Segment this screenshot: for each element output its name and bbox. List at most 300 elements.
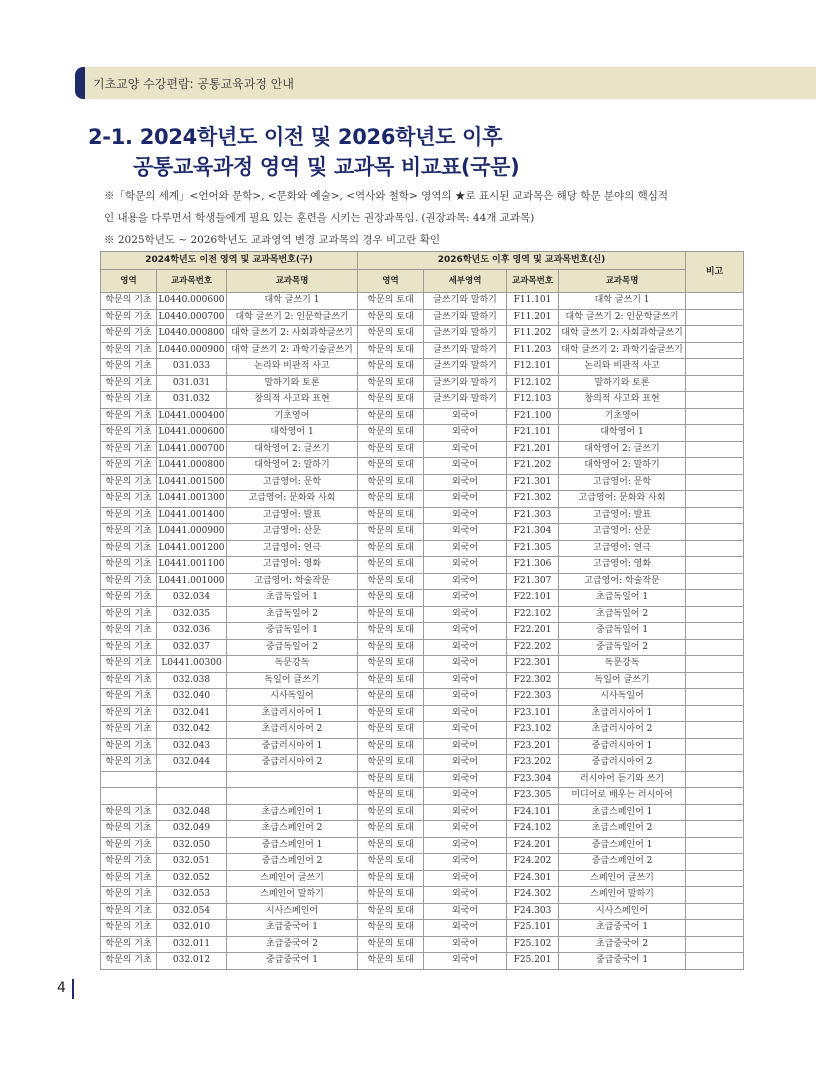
table-cell: 학문의 기초 xyxy=(101,689,157,706)
table-row xyxy=(101,903,744,920)
table-cell: F23.305 xyxy=(507,788,559,805)
note-cell xyxy=(686,936,744,953)
table-cell: 학문의 기초 xyxy=(101,359,157,376)
table-cell: 학문의 토대 xyxy=(358,425,424,442)
table-cell: 고급영어: 산문 xyxy=(227,524,358,541)
table-cell: F22.302 xyxy=(507,672,559,689)
table-cell: F21.304 xyxy=(507,524,559,541)
table-cell: 학문의 기초 xyxy=(101,293,157,310)
table-cell: 외국어 xyxy=(424,870,507,887)
table-cell: 중급러시아어 2 xyxy=(227,755,358,772)
table-cell: 학문의 기초 xyxy=(101,375,157,392)
table-cell: 학문의 토대 xyxy=(358,590,424,607)
table-cell: 학문의 기초 xyxy=(101,474,157,491)
col-header-new-code: 교과목번호 xyxy=(507,270,559,293)
table-cell: 학문의 토대 xyxy=(358,771,424,788)
table-cell: 외국어 xyxy=(424,738,507,755)
col-header-new-name: 교과목명 xyxy=(559,270,686,293)
table-cell: 고급영어: 연극 xyxy=(227,540,358,557)
table-row xyxy=(101,425,744,442)
table-cell: 스페인어 글쓰기 xyxy=(227,870,358,887)
table-cell: 032.037 xyxy=(157,639,227,656)
table-cell: F11.202 xyxy=(507,326,559,343)
note-cell xyxy=(686,524,744,541)
table-cell: L0441.000400 xyxy=(157,408,227,425)
table-cell: 독일어 글쓰기 xyxy=(227,672,358,689)
table-cell: 학문의 토대 xyxy=(358,524,424,541)
section-title-line2: 공통교육과정 영역 및 교과목 비교표(국문) xyxy=(133,155,520,179)
table-cell: 학문의 토대 xyxy=(358,672,424,689)
table-cell: 말하기와 토론 xyxy=(559,375,686,392)
table-cell: 학문의 기초 xyxy=(101,623,157,640)
table-cell: 032.034 xyxy=(157,590,227,607)
table-cell: 학문의 토대 xyxy=(358,573,424,590)
table-cell: 학문의 토대 xyxy=(358,705,424,722)
table-cell: 중급독일어 1 xyxy=(559,623,686,640)
table-cell: 학문의 기초 xyxy=(101,755,157,772)
table-cell: 학문의 기초 xyxy=(101,540,157,557)
table-row xyxy=(101,689,744,706)
table-cell: 중급중국어 1 xyxy=(227,953,358,970)
note-cell xyxy=(686,441,744,458)
table-cell: 학문의 토대 xyxy=(358,656,424,673)
table-row xyxy=(101,936,744,953)
table-cell: F12.102 xyxy=(507,375,559,392)
table-cell: 중급러시아어 2 xyxy=(559,755,686,772)
table-cell: L0441.001000 xyxy=(157,573,227,590)
table-cell: 외국어 xyxy=(424,474,507,491)
table-row xyxy=(101,837,744,854)
table-row xyxy=(101,359,744,376)
table-cell: 외국어 xyxy=(424,755,507,772)
table-row xyxy=(101,854,744,871)
table-cell: 외국어 xyxy=(424,441,507,458)
note-cell xyxy=(686,639,744,656)
table-cell: 시사독일어 xyxy=(227,689,358,706)
table-cell: 기초영어 xyxy=(559,408,686,425)
section-title-line1: 2-1. 2024학년도 이전 및 2026학년도 이후 xyxy=(88,125,503,149)
note-cell xyxy=(686,623,744,640)
table-row xyxy=(101,573,744,590)
table-row xyxy=(101,639,744,656)
note-cell xyxy=(686,408,744,425)
table-cell: 외국어 xyxy=(424,540,507,557)
table-cell: F23.101 xyxy=(507,705,559,722)
table-cell: 학문의 기초 xyxy=(101,920,157,937)
table-cell: F11.201 xyxy=(507,309,559,326)
table-cell: 학문의 기초 xyxy=(101,590,157,607)
table-cell: 고급영어: 영화 xyxy=(227,557,358,574)
table-cell: 고급영어: 학술작문 xyxy=(559,573,686,590)
note-cell xyxy=(686,491,744,508)
note-cell xyxy=(686,788,744,805)
table-cell: 초급중국어 1 xyxy=(227,920,358,937)
table-cell: F11.203 xyxy=(507,342,559,359)
table-cell: L0441.001500 xyxy=(157,474,227,491)
table-row xyxy=(101,557,744,574)
col-header-new-subarea: 세부영역 xyxy=(424,270,507,293)
table-cell: 학문의 기초 xyxy=(101,524,157,541)
table-cell: 외국어 xyxy=(424,920,507,937)
table-cell: 외국어 xyxy=(424,491,507,508)
table-cell xyxy=(227,788,358,805)
table-cell: 고급영어: 영화 xyxy=(559,557,686,574)
table-cell: 초급러시아어 2 xyxy=(559,722,686,739)
table-cell: 031.033 xyxy=(157,359,227,376)
table-cell: F21.301 xyxy=(507,474,559,491)
table-cell: F12.103 xyxy=(507,392,559,409)
table-cell: L0441.000800 xyxy=(157,458,227,475)
table-cell: 중급스페인어 2 xyxy=(559,854,686,871)
table-row xyxy=(101,788,744,805)
table-cell: 학문의 토대 xyxy=(358,623,424,640)
table-cell: 초급중국어 1 xyxy=(559,920,686,937)
table-cell: 032.050 xyxy=(157,837,227,854)
table-cell: 대학 글쓰기 2: 사회과학글쓰기 xyxy=(227,326,358,343)
table-body xyxy=(101,293,744,970)
table-row xyxy=(101,326,744,343)
table-cell: 창의적 사고와 표현 xyxy=(227,392,358,409)
table-cell: 외국어 xyxy=(424,705,507,722)
table-cell: 중급러시아어 1 xyxy=(559,738,686,755)
table-row xyxy=(101,804,744,821)
table-cell: 외국어 xyxy=(424,573,507,590)
table-cell: 학문의 기초 xyxy=(101,672,157,689)
table-cell: 학문의 토대 xyxy=(358,474,424,491)
table-cell: 외국어 xyxy=(424,821,507,838)
table-cell: 학문의 기초 xyxy=(101,887,157,904)
table-cell: 학문의 기초 xyxy=(101,821,157,838)
note-cell xyxy=(686,887,744,904)
table-cell: 초급독일어 2 xyxy=(559,606,686,623)
comparison-table xyxy=(100,251,744,970)
table-cell: 스페인어 말하기 xyxy=(227,887,358,904)
table-row xyxy=(101,887,744,904)
group-header-new: 2026학년도 이후 영역 및 교과목번호(신) xyxy=(358,252,686,270)
table-cell: 초급중국어 2 xyxy=(227,936,358,953)
table-cell: 글쓰기와 말하기 xyxy=(424,375,507,392)
table-cell: L0441.001100 xyxy=(157,557,227,574)
note-cell xyxy=(686,540,744,557)
table-cell: 독문강독 xyxy=(559,656,686,673)
table-row xyxy=(101,408,744,425)
table-cell xyxy=(101,771,157,788)
table-cell: 학문의 기초 xyxy=(101,392,157,409)
table-cell: 시사스페인어 xyxy=(227,903,358,920)
table-cell: 외국어 xyxy=(424,639,507,656)
table-cell: 외국어 xyxy=(424,606,507,623)
table-cell: 외국어 xyxy=(424,507,507,524)
table-cell: 초급러시아어 1 xyxy=(559,705,686,722)
note-line-2: 인 내용을 다루면서 학생들에게 필요 있는 훈련을 시키는 권장과목임. (권장과목: 44개 교과목) xyxy=(104,212,535,224)
table-row xyxy=(101,590,744,607)
table-cell: 학문의 기초 xyxy=(101,936,157,953)
note-cell xyxy=(686,920,744,937)
note-cell xyxy=(686,557,744,574)
table-row xyxy=(101,656,744,673)
note-cell xyxy=(686,771,744,788)
table-cell: 032.051 xyxy=(157,854,227,871)
table-cell: L0441.000600 xyxy=(157,425,227,442)
table-cell: 학문의 기초 xyxy=(101,491,157,508)
table-cell: 중급스페인어 1 xyxy=(227,837,358,854)
table-cell: 학문의 토대 xyxy=(358,293,424,310)
note-cell xyxy=(686,854,744,871)
note-cell xyxy=(686,953,744,970)
table-cell: 러시아어 듣기와 쓰기 xyxy=(559,771,686,788)
table-cell: 시사독일어 xyxy=(559,689,686,706)
table-cell: 기초영어 xyxy=(227,408,358,425)
table-cell: 학문의 토대 xyxy=(358,903,424,920)
table-cell: 대학 글쓰기 1 xyxy=(559,293,686,310)
table-cell: 초급스페인어 2 xyxy=(559,821,686,838)
table-row xyxy=(101,705,744,722)
table-cell: 중급독일어 1 xyxy=(227,623,358,640)
table-cell: 중급중국어 1 xyxy=(559,953,686,970)
table-cell: 외국어 xyxy=(424,590,507,607)
table-cell: 학문의 토대 xyxy=(358,458,424,475)
table-cell: 중급독일어 2 xyxy=(227,639,358,656)
table-cell: 고급영어: 문학 xyxy=(227,474,358,491)
col-header-old-name: 교과목명 xyxy=(227,270,358,293)
table-cell: 032.011 xyxy=(157,936,227,953)
note-cell xyxy=(686,375,744,392)
table-cell: 중급스페인어 2 xyxy=(227,854,358,871)
table-cell: 학문의 기초 xyxy=(101,606,157,623)
table-cell: 032.052 xyxy=(157,870,227,887)
table-cell: F25.102 xyxy=(507,936,559,953)
table-cell: 고급영어: 문화와 사회 xyxy=(559,491,686,508)
table-cell: 학문의 기초 xyxy=(101,441,157,458)
note-cell xyxy=(686,738,744,755)
table-cell: F21.306 xyxy=(507,557,559,574)
table-cell: F22.301 xyxy=(507,656,559,673)
table-cell: 대학영어 2: 글쓰기 xyxy=(227,441,358,458)
table-cell: 외국어 xyxy=(424,458,507,475)
table-row xyxy=(101,755,744,772)
table-cell: 논리와 비판적 사고 xyxy=(559,359,686,376)
table-cell: 학문의 토대 xyxy=(358,507,424,524)
table-cell: 대학영어 2: 글쓰기 xyxy=(559,441,686,458)
table-cell: F21.100 xyxy=(507,408,559,425)
table-cell: 외국어 xyxy=(424,524,507,541)
col-header-new-area: 영역 xyxy=(358,270,424,293)
table-cell: 초급독일어 2 xyxy=(227,606,358,623)
table-cell: 학문의 기초 xyxy=(101,705,157,722)
table-row xyxy=(101,309,744,326)
table-row xyxy=(101,375,744,392)
note-cell xyxy=(686,425,744,442)
table-cell: 미디어로 배우는 러시아어 xyxy=(559,788,686,805)
table-cell: 학문의 토대 xyxy=(358,326,424,343)
table-cell: 032.036 xyxy=(157,623,227,640)
table-row xyxy=(101,342,744,359)
table-row xyxy=(101,458,744,475)
table-cell: 글쓰기와 말하기 xyxy=(424,392,507,409)
table-cell: 대학 글쓰기 2: 과학기술글쓰기 xyxy=(227,342,358,359)
table-cell: L0441.000900 xyxy=(157,524,227,541)
table-cell: 외국어 xyxy=(424,854,507,871)
table-cell: 학문의 토대 xyxy=(358,540,424,557)
table-cell: 글쓰기와 말하기 xyxy=(424,326,507,343)
note-cell xyxy=(686,722,744,739)
table-cell: L0441.001200 xyxy=(157,540,227,557)
table-cell: L0440.000700 xyxy=(157,309,227,326)
table-cell: F21.305 xyxy=(507,540,559,557)
table-row xyxy=(101,953,744,970)
table-cell: F21.307 xyxy=(507,573,559,590)
table-cell: 외국어 xyxy=(424,656,507,673)
table-cell: 학문의 기초 xyxy=(101,425,157,442)
table-row xyxy=(101,507,744,524)
table-cell: 학문의 토대 xyxy=(358,639,424,656)
table-cell: 대학 글쓰기 2: 과학기술글쓰기 xyxy=(559,342,686,359)
table-cell: F24.301 xyxy=(507,870,559,887)
table-row xyxy=(101,606,744,623)
note-cell xyxy=(686,309,744,326)
note-cell xyxy=(686,837,744,854)
table-cell: F24.202 xyxy=(507,854,559,871)
table-cell: 고급영어: 문학 xyxy=(559,474,686,491)
table-cell: 학문의 토대 xyxy=(358,953,424,970)
table-cell: 학문의 기초 xyxy=(101,656,157,673)
table-cell: F22.202 xyxy=(507,639,559,656)
table-row xyxy=(101,441,744,458)
page-number: 4 xyxy=(57,980,66,996)
table-cell: 외국어 xyxy=(424,837,507,854)
table-cell: 글쓰기와 말하기 xyxy=(424,342,507,359)
note-column-header: 비고 xyxy=(686,252,744,293)
table-row xyxy=(101,821,744,838)
table-row xyxy=(101,623,744,640)
table-row xyxy=(101,870,744,887)
table-cell: 외국어 xyxy=(424,623,507,640)
table-cell: F21.202 xyxy=(507,458,559,475)
table-cell: 학문의 기초 xyxy=(101,557,157,574)
table-cell: 학문의 기초 xyxy=(101,903,157,920)
table-cell: 외국어 xyxy=(424,672,507,689)
table-cell xyxy=(157,771,227,788)
table-cell: F22.201 xyxy=(507,623,559,640)
table-cell: 학문의 기초 xyxy=(101,408,157,425)
table-cell: 스페인어 말하기 xyxy=(559,887,686,904)
table-cell: 학문의 토대 xyxy=(358,755,424,772)
running-header-text: 기초교양 수강편람: 공통교육과정 안내 xyxy=(93,76,294,91)
table-cell: F21.302 xyxy=(507,491,559,508)
table-cell: 학문의 기초 xyxy=(101,738,157,755)
table-cell: 032.054 xyxy=(157,903,227,920)
table-cell: 학문의 토대 xyxy=(358,342,424,359)
table-cell: 논리와 비판적 사고 xyxy=(227,359,358,376)
table-cell: 학문의 기초 xyxy=(101,342,157,359)
table-cell: 외국어 xyxy=(424,953,507,970)
table-cell: 대학 글쓰기 2: 인문학글쓰기 xyxy=(559,309,686,326)
table-cell: 외국어 xyxy=(424,771,507,788)
table-cell: 중급러시아어 1 xyxy=(227,738,358,755)
table-cell: L0441.00300 xyxy=(157,656,227,673)
table-row xyxy=(101,738,744,755)
table-row xyxy=(101,491,744,508)
note-line-1: ※「학문의 세계」<언어와 문학>, <문화와 예술>, <역사와 철학> 영역의 ★로 표시된 교과목은 해당 학문 분야의 핵심적 xyxy=(104,190,669,202)
table-cell: 고급영어: 학술작문 xyxy=(227,573,358,590)
table-cell: F24.101 xyxy=(507,804,559,821)
table-cell xyxy=(227,771,358,788)
table-cell: 초급러시아어 1 xyxy=(227,705,358,722)
table-cell: 학문의 기초 xyxy=(101,573,157,590)
table-cell: F22.303 xyxy=(507,689,559,706)
section-title xyxy=(88,122,519,182)
table-cell: L0440.000800 xyxy=(157,326,227,343)
table-cell: 학문의 기초 xyxy=(101,722,157,739)
table-cell: 학문의 토대 xyxy=(358,936,424,953)
note-cell xyxy=(686,392,744,409)
table-cell: 학문의 토대 xyxy=(358,788,424,805)
table-row xyxy=(101,722,744,739)
table-cell: F22.102 xyxy=(507,606,559,623)
table-cell: L0441.001300 xyxy=(157,491,227,508)
table-cell: 대학영어 1 xyxy=(227,425,358,442)
note-cell xyxy=(686,903,744,920)
table-cell: 독일어 글쓰기 xyxy=(559,672,686,689)
note-cell xyxy=(686,326,744,343)
table-cell: L0441.000700 xyxy=(157,441,227,458)
table-cell: 외국어 xyxy=(424,936,507,953)
table-cell: 학문의 기초 xyxy=(101,837,157,854)
table-cell: 학문의 토대 xyxy=(358,738,424,755)
table-cell: F24.102 xyxy=(507,821,559,838)
table-cell: 학문의 토대 xyxy=(358,375,424,392)
table-cell: 외국어 xyxy=(424,887,507,904)
table-cell: F11.101 xyxy=(507,293,559,310)
table-cell: 고급영어: 연극 xyxy=(559,540,686,557)
table-cell: 중급독일어 2 xyxy=(559,639,686,656)
table-cell: 학문의 토대 xyxy=(358,491,424,508)
note-cell xyxy=(686,672,744,689)
table-cell: F21.101 xyxy=(507,425,559,442)
table-row xyxy=(101,920,744,937)
table-cell: 학문의 기초 xyxy=(101,326,157,343)
table-cell: 학문의 토대 xyxy=(358,392,424,409)
note-cell xyxy=(686,590,744,607)
table-cell: 초급스페인어 2 xyxy=(227,821,358,838)
table-row xyxy=(101,524,744,541)
table-cell: 초급독일어 1 xyxy=(559,590,686,607)
col-header-old-area: 영역 xyxy=(101,270,157,293)
table-cell: L0441.001400 xyxy=(157,507,227,524)
table-cell: 학문의 토대 xyxy=(358,854,424,871)
table-cell: 학문의 토대 xyxy=(358,408,424,425)
table-cell: 대학영어 2: 말하기 xyxy=(227,458,358,475)
table-cell: F25.201 xyxy=(507,953,559,970)
table-cell: 외국어 xyxy=(424,689,507,706)
table-cell: 학문의 기초 xyxy=(101,309,157,326)
table-cell: F25.101 xyxy=(507,920,559,937)
table-cell: F23.201 xyxy=(507,738,559,755)
table-row xyxy=(101,771,744,788)
table-cell: 독문강독 xyxy=(227,656,358,673)
note-cell xyxy=(686,755,744,772)
table-cell: 032.010 xyxy=(157,920,227,937)
table-row xyxy=(101,392,744,409)
table-cell: 글쓰기와 말하기 xyxy=(424,309,507,326)
note-cell xyxy=(686,507,744,524)
table-cell: F22.101 xyxy=(507,590,559,607)
table-cell: 학문의 토대 xyxy=(358,821,424,838)
table-cell: 스페인어 글쓰기 xyxy=(559,870,686,887)
table-cell: 외국어 xyxy=(424,722,507,739)
table-cell: 외국어 xyxy=(424,804,507,821)
table-cell: 고급영어: 발표 xyxy=(559,507,686,524)
